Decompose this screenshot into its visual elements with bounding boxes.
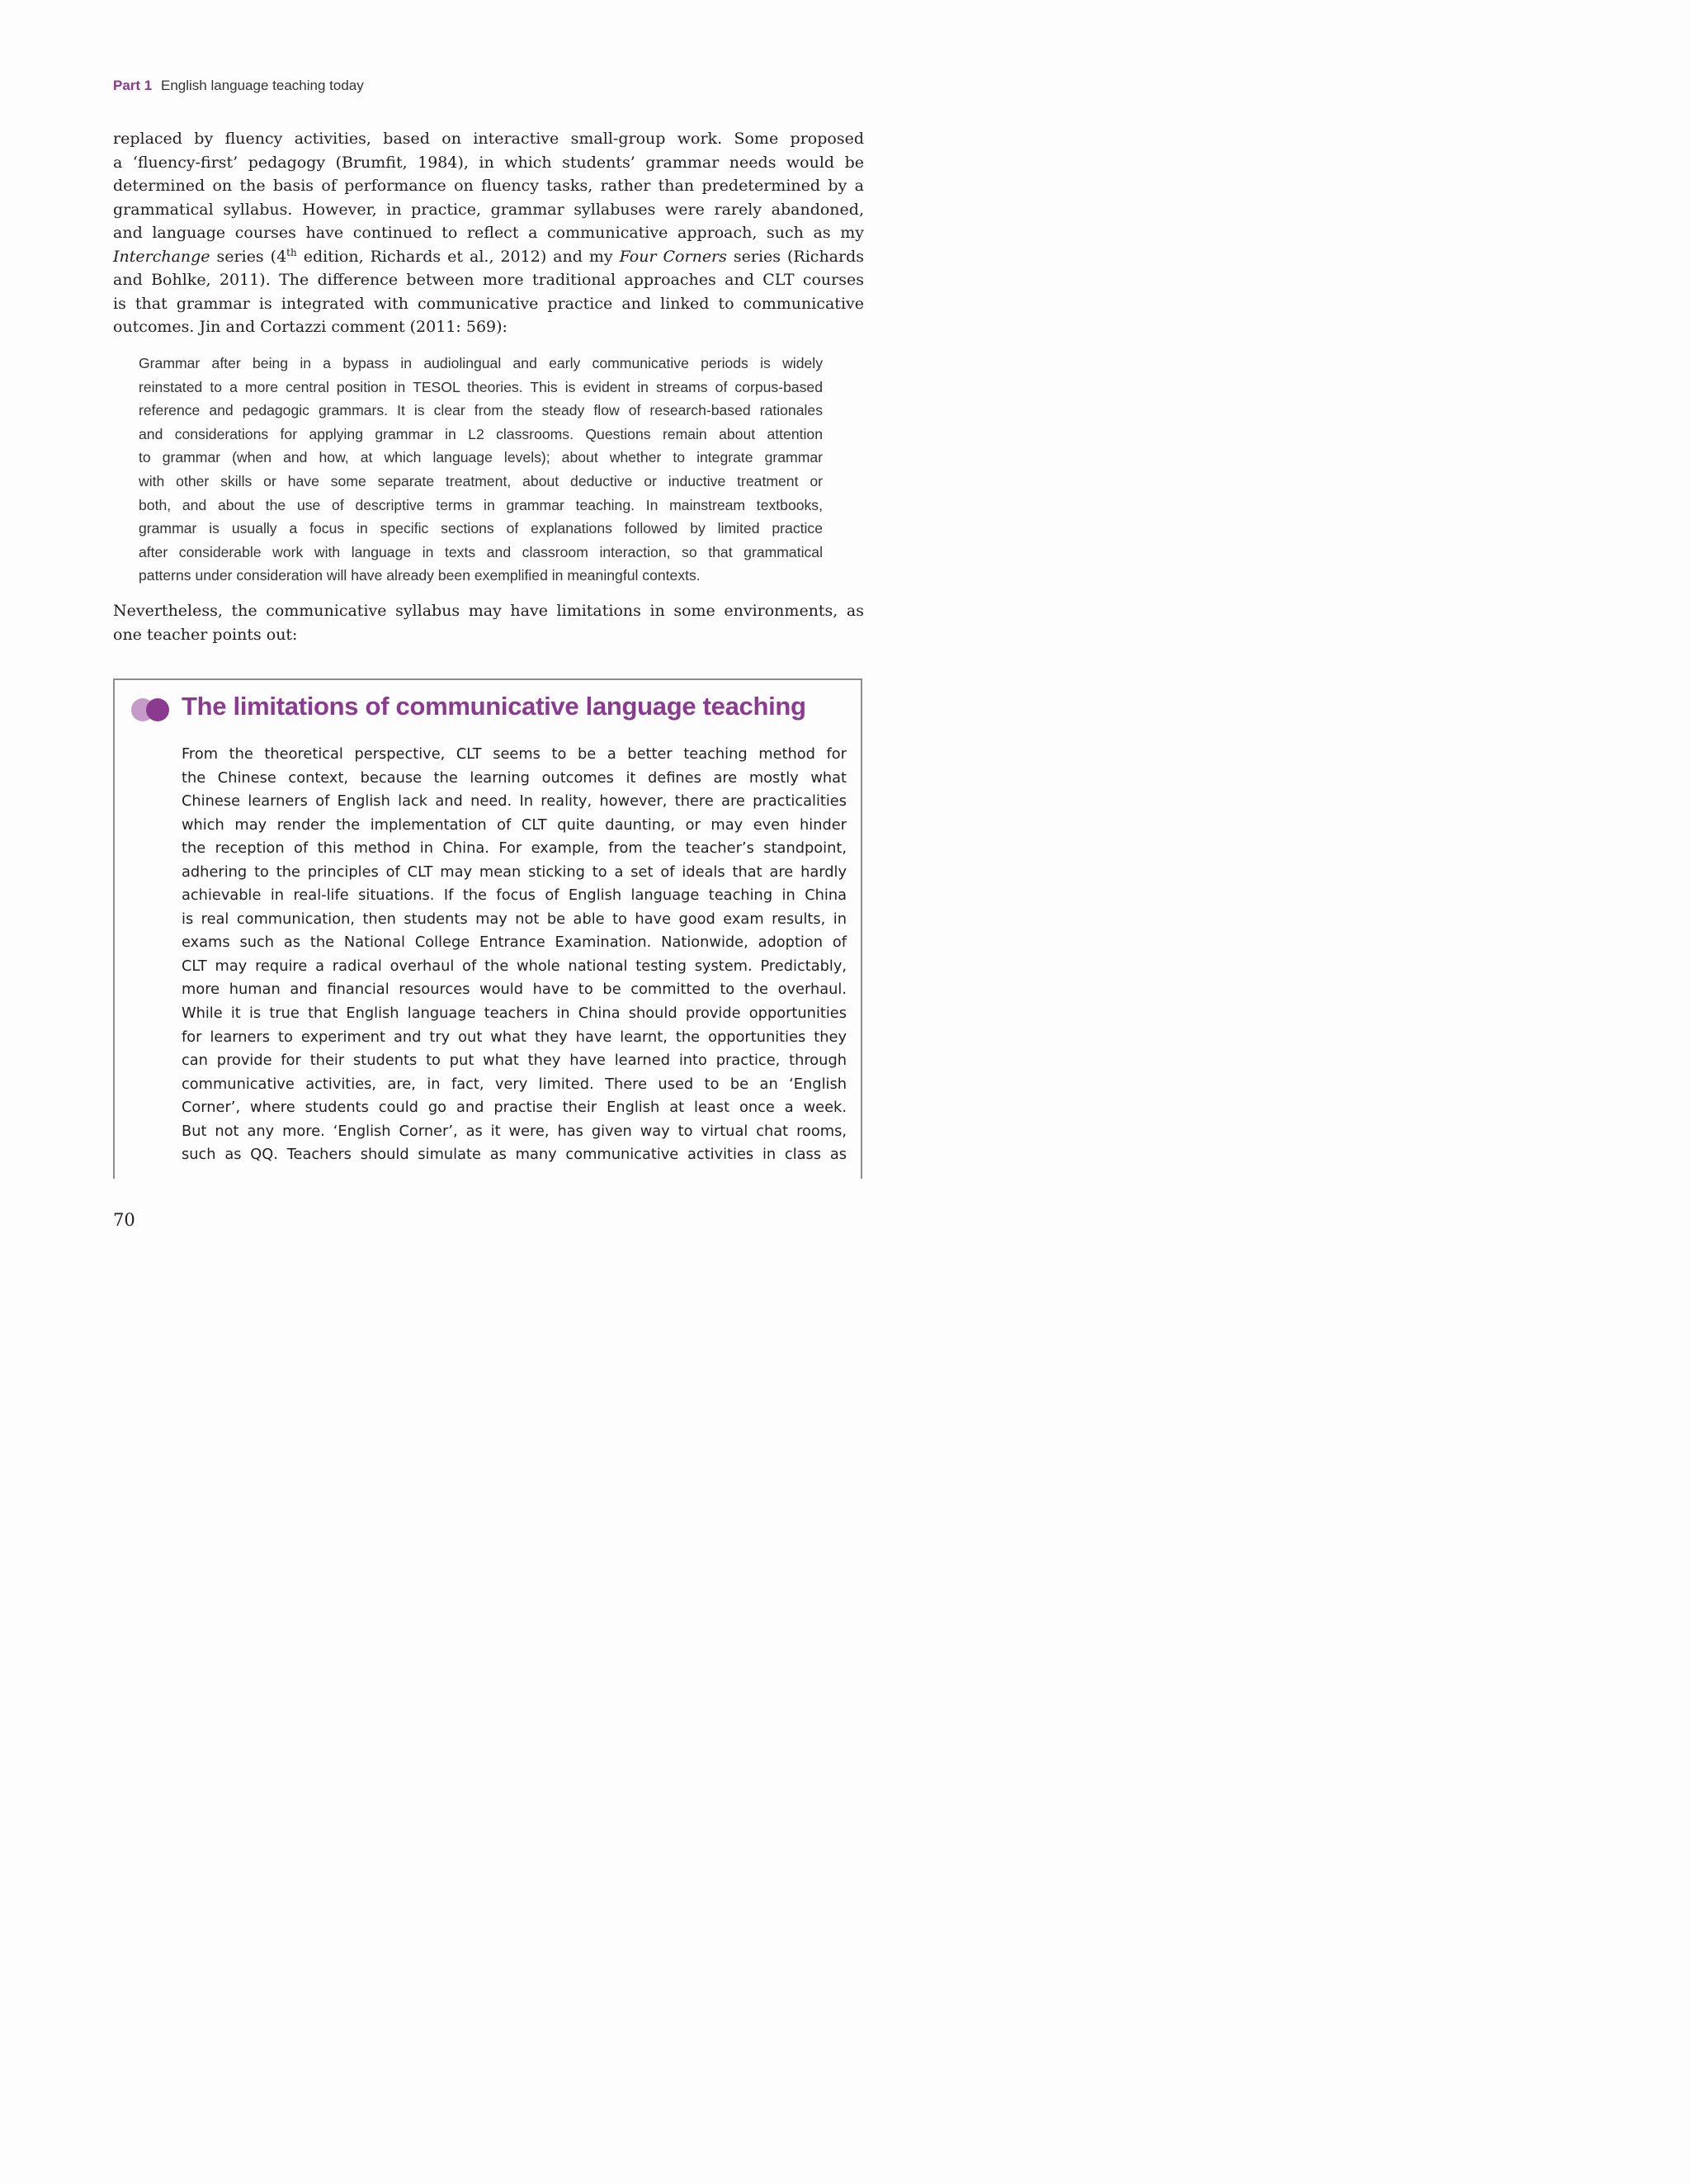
quote-line: with other skills or have some separate treatment, about deductive or inductive treatment or xyxy=(139,472,823,489)
box-line: Chinese learners of English lack and need. In reality, however, there are practicalities xyxy=(182,792,847,811)
paragraph-line-with-citations xyxy=(113,245,864,269)
paragraph-line: Nevertheless, the communicative syllabus may have limitations in some environments, as xyxy=(113,602,864,620)
body-paragraph-2 xyxy=(113,599,864,646)
line-segment: series (4 xyxy=(210,247,287,266)
four-corners-title: Four Corners xyxy=(619,247,727,266)
quote-line: both, and about the use of descriptive terms in grammar teaching. In mainstream textbooks, xyxy=(139,496,823,513)
running-head-part: Part 1 xyxy=(113,78,153,93)
paragraph-line: replaced by fluency activities, based on interactive small-group work. Some proposed xyxy=(113,130,864,148)
paragraph-line: one teacher points out: xyxy=(113,625,298,644)
quote-line: reinstated to a more central position in TESOL theories. This is evident in streams of corpus-based xyxy=(139,378,823,395)
box-line: adhering to the principles of CLT may mean sticking to a set of ideals that are hardly xyxy=(182,863,847,881)
feature-box xyxy=(113,678,862,1179)
overlapping-circles-icon xyxy=(130,697,172,723)
quote-line: patterns under consideration will have already been exemplified in meaningful contexts. xyxy=(139,567,701,584)
box-line: is real communication, then students may not be able to have good exam results, in xyxy=(182,910,847,928)
box-line: CLT may require a radical overhaul of the whole national testing system. Predictably, xyxy=(182,957,847,975)
running-head-title: English language teaching today xyxy=(160,78,364,93)
quote-line: Grammar after being in a bypass in audiolingual and early communicative periods is widely xyxy=(139,355,823,371)
paragraph-line: a ‘fluency-first’ pedagogy (Brumfit, 1984), in which students’ grammar needs would be xyxy=(113,153,864,172)
box-line: can provide for their students to put what they have learned into practice, through xyxy=(182,1052,847,1070)
paragraph-line: is that grammar is integrated with communicative practice and linked to communicative xyxy=(113,294,864,313)
quote-line: reference and pedagogic grammars. It is clear from the steady flow of research-based rationales xyxy=(139,402,823,419)
body-paragraph-1 xyxy=(113,127,864,339)
paragraph-line: determined on the basis of performance on fluency tasks, rather than predetermined by a xyxy=(113,177,864,195)
box-line: the Chinese context, because the learning outcomes it defines are mostly what xyxy=(182,768,847,787)
line-segment: series (Richards xyxy=(726,247,865,266)
quote-line: grammar is usually a focus in specific sections of explanations followed by limited practice xyxy=(139,520,823,537)
box-line: achievable in real-life situations. If the focus of English language teaching in China xyxy=(182,886,847,905)
box-line: Corner’, where students could go and practise their English at least once a week. xyxy=(182,1099,847,1117)
box-line: the reception of this method in China. For example, from the teacher’s standpoint, xyxy=(182,839,847,858)
box-line: But not any more. ‘English Corner’, as it were, has given way to virtual chat rooms, xyxy=(182,1122,847,1140)
block-quote xyxy=(139,352,823,588)
paragraph-line: and language courses have continued to reflect a communicative approach, such as my xyxy=(113,224,864,242)
feature-box-title: The limitations of communicative language teaching xyxy=(182,692,806,721)
quote-line: after considerable work with language in texts and classroom interaction, so that grammatical xyxy=(139,543,823,560)
box-line: which may render the implementation of CLT quite daunting, or may even hinder xyxy=(182,815,847,834)
box-line: From the theoretical perspective, CLT seems to be a better teaching method for xyxy=(182,745,847,763)
line-segment: edition, Richards et al., 2012) and my xyxy=(296,247,620,266)
box-line: exams such as the National College Entrance Examination. Nationwide, adoption of xyxy=(182,934,847,952)
superscript-th: th xyxy=(286,246,297,258)
quote-line: and considerations for applying grammar in L2 classrooms. Questions remain about attention xyxy=(139,425,823,442)
box-line: for learners to experiment and try out what they have learnt, the opportunities they xyxy=(182,1028,847,1046)
box-line: While it is true that English language teachers in China should provide opportunities xyxy=(182,1005,847,1023)
feature-box-body xyxy=(182,743,847,1167)
paragraph-line: grammatical syllabus. However, in practice, grammar syllabuses were rarely abandoned, xyxy=(113,200,864,219)
box-line: more human and financial resources would have to be committed to the overhaul. xyxy=(182,981,847,999)
running-head xyxy=(113,78,364,94)
paragraph-line: outcomes. Jin and Cortazzi comment (2011: 569): xyxy=(113,318,507,336)
quote-line: to grammar (when and how, at which language levels); about whether to integrate grammar xyxy=(139,449,823,466)
paragraph-line: and Bohlke, 2011). The difference between more traditional approaches and CLT courses xyxy=(113,271,864,289)
page-number: 70 xyxy=(113,1210,135,1230)
box-line: communicative activities, are, in fact, very limited. There used to be an ‘English xyxy=(182,1075,847,1093)
interchange-title: Interchange xyxy=(113,247,210,266)
box-line: such as QQ. Teachers should simulate as many communicative activities in class as xyxy=(182,1146,847,1164)
